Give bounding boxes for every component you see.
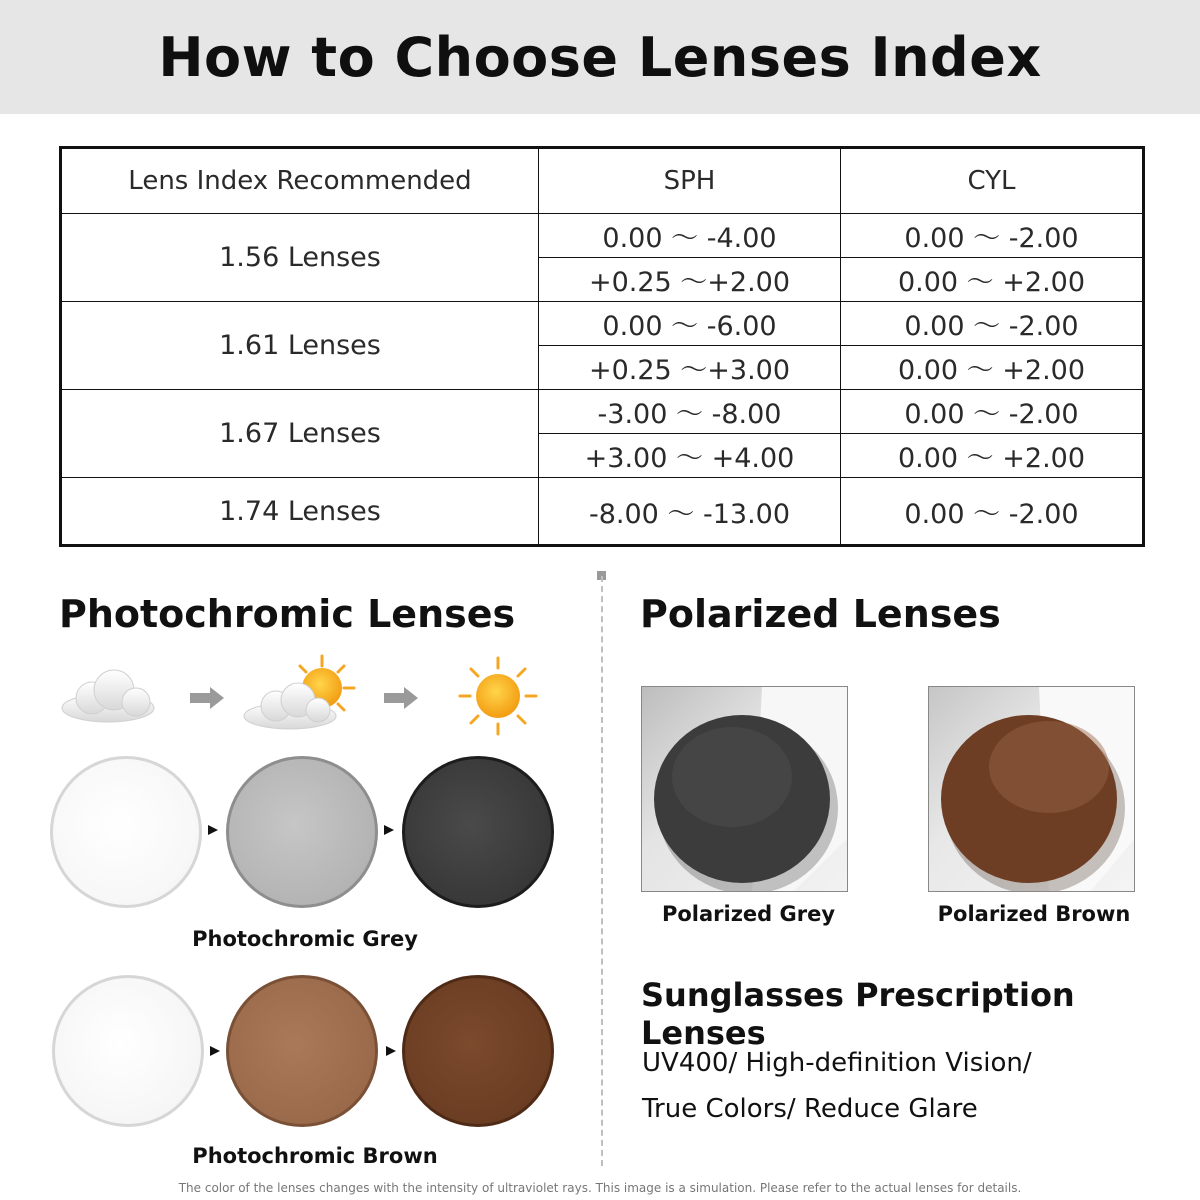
- sph-cell: +3.00 ～ +4.00: [539, 434, 841, 478]
- arrow-right-icon: [190, 687, 224, 709]
- arrow-icon: [208, 825, 218, 835]
- brown-lens-dark: [402, 975, 554, 1127]
- polarized-grey-caption: Polarized Grey: [661, 902, 836, 926]
- table-row: [61, 478, 1144, 546]
- sph-cell: +0.25 ～+3.00: [539, 346, 841, 390]
- lens-name-cell: 1.74 Lenses: [61, 478, 539, 546]
- title-bar: [0, 0, 1200, 114]
- header-lens-index: Lens Index Recommended: [61, 148, 539, 214]
- lens-name-cell: 1.61 Lenses: [61, 302, 539, 390]
- sun-behind-cloud-icon: [240, 654, 360, 734]
- table-row: [61, 214, 1144, 258]
- cyl-cell: 0.00 ～ -2.00: [841, 302, 1144, 346]
- table-row: [61, 302, 1144, 346]
- table-row: [61, 390, 1144, 434]
- arrow-icon: [210, 1046, 220, 1056]
- sph-cell: -3.00 ～ -8.00: [539, 390, 841, 434]
- polarized-brown-photo: [928, 686, 1135, 892]
- brown-lens-medium: [226, 975, 378, 1127]
- clear-lens: [50, 756, 202, 908]
- clear-lens: [52, 975, 204, 1127]
- sph-cell: 0.00 ～ -6.00: [539, 302, 841, 346]
- cyl-cell: 0.00 ～ +2.00: [841, 258, 1144, 302]
- cloud-icon: [56, 668, 158, 728]
- cyl-cell: 0.00 ～ -2.00: [841, 214, 1144, 258]
- header-cyl: CYL: [841, 148, 1144, 214]
- polarized-brown-caption: Polarized Brown: [937, 902, 1131, 926]
- grey-lens-medium: [226, 756, 378, 908]
- arrow-right-icon: [384, 687, 418, 709]
- sunglasses-title: Sunglasses Prescription Lenses: [641, 976, 1075, 1052]
- lens-name-cell: 1.67 Lenses: [61, 390, 539, 478]
- sph-cell: +0.25 ～+2.00: [539, 258, 841, 302]
- table-header-row: [61, 148, 1144, 214]
- photochromic-brown-caption: Photochromic Brown: [192, 1144, 438, 1168]
- sph-cell: 0.00 ～ -4.00: [539, 214, 841, 258]
- cyl-cell: 0.00 ～ +2.00: [841, 434, 1144, 478]
- cyl-cell: 0.00 ～ -2.00: [841, 390, 1144, 434]
- polarized-grey-photo: [641, 686, 848, 892]
- footnote: The color of the lenses changes with the intensity of ultraviolet rays. This image is a simulation. Please refer to the actual lenses for details.: [178, 1181, 1022, 1195]
- photochromic-grey-caption: Photochromic Grey: [192, 927, 418, 951]
- lens-name-cell: 1.56 Lenses: [61, 214, 539, 302]
- grey-lens-dark: [402, 756, 554, 908]
- lens-index-table: [59, 146, 1145, 547]
- sph-cell: -8.00 ～ -13.00: [539, 478, 841, 546]
- page-title: How to Choose Lenses Index: [158, 25, 1042, 89]
- arrow-icon: [386, 1046, 396, 1056]
- sun-icon: [458, 656, 538, 736]
- cyl-cell: 0.00 ～ +2.00: [841, 346, 1144, 390]
- feature-line-1: UV400/ High-definition Vision/: [642, 1048, 1032, 1078]
- header-sph: SPH: [539, 148, 841, 214]
- feature-line-2: True Colors/ Reduce Glare: [642, 1094, 978, 1124]
- arrow-icon: [384, 825, 394, 835]
- polarized-title: Polarized Lenses: [640, 592, 1001, 636]
- section-divider: [601, 576, 603, 1166]
- photochromic-title: Photochromic Lenses: [59, 592, 516, 636]
- cyl-cell: 0.00 ～ -2.00: [841, 478, 1144, 546]
